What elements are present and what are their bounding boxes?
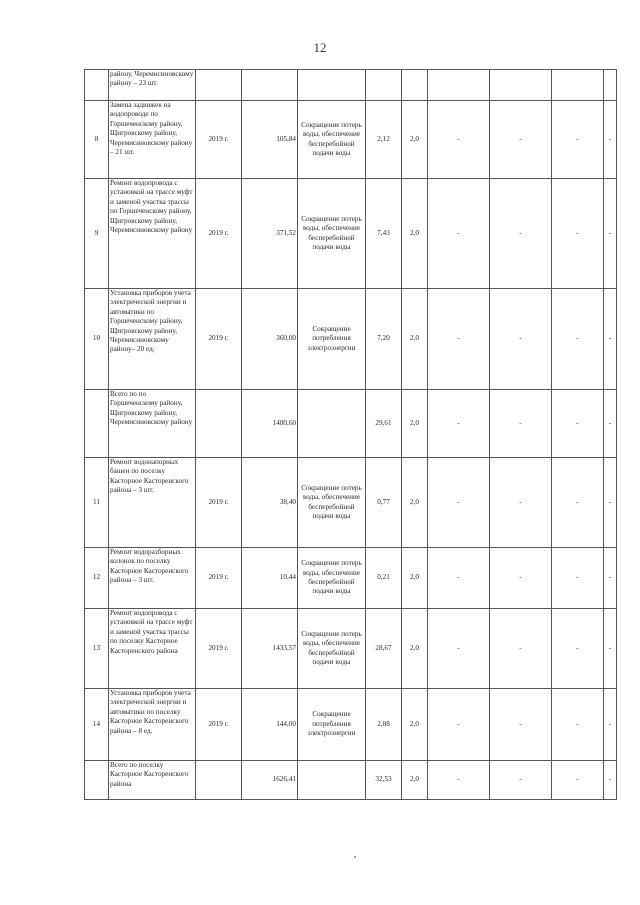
dash-cell <box>490 70 552 101</box>
share-value: 29,61 <box>366 390 402 458</box>
cost-value: 371,52 <box>242 179 298 289</box>
cost-value <box>242 70 298 101</box>
share-value: 7,20 <box>366 289 402 390</box>
measure-description: Всего по поселку Касторное Касторенского района <box>109 761 196 800</box>
dash-cell: - <box>428 101 490 179</box>
implementation-year: 2019 г. <box>196 179 242 289</box>
cost-value: 38,40 <box>242 458 298 548</box>
implementation-year: 2019 г. <box>196 289 242 390</box>
dash-cell: - <box>490 390 552 458</box>
dash-cell: - <box>604 609 617 689</box>
implementation-year: 2019 г. <box>196 609 242 689</box>
share-value: 2,88 <box>366 689 402 761</box>
share-value: 0,21 <box>366 548 402 609</box>
expected-effect <box>298 390 366 458</box>
row-number: 9 <box>85 179 109 289</box>
measure-description: Ремонт водопровода с установкой на трассе муфт и заменой участка трассы по Горшеченскому району, Щигровскому району, Черемисиновскому району <box>109 179 196 289</box>
expected-effect: Сокращение потерь воды, обеспечение бесперебойной подачи воды <box>298 179 366 289</box>
measure-description: Установка приборов учета электрической энергии и автоматики по Горшеченскому району, Щигровскому району, Черемисиновскому району– 20 ед. <box>109 289 196 390</box>
dash-cell <box>428 70 490 101</box>
row-number: 10 <box>85 289 109 390</box>
dash-cell: - <box>428 179 490 289</box>
dash-cell: - <box>604 179 617 289</box>
share-value: 2,12 <box>366 101 402 179</box>
expected-effect <box>298 761 366 800</box>
row-number: 8 <box>85 101 109 179</box>
cost-value: 105,84 <box>242 101 298 179</box>
rate-value: 2,0 <box>402 548 428 609</box>
dash-cell: - <box>490 761 552 800</box>
measure-description: Всего по по Горшеченскому району, Щигровскому району, Черемисиновскому району <box>109 390 196 458</box>
expected-effect: Сокращение потребления электроэнергии <box>298 689 366 761</box>
dash-cell: - <box>428 289 490 390</box>
rate-value: 2,0 <box>402 458 428 548</box>
dash-cell: - <box>428 609 490 689</box>
dash-cell: - <box>604 761 617 800</box>
dash-cell: - <box>552 548 604 609</box>
table-row <box>85 548 617 609</box>
expected-effect: Сокращение потерь воды, обеспечение бесперебойной подачи воды <box>298 458 366 548</box>
implementation-year <box>196 761 242 800</box>
dash-cell: - <box>552 458 604 548</box>
implementation-year <box>196 70 242 101</box>
dash-cell: - <box>604 458 617 548</box>
dash-cell: - <box>490 689 552 761</box>
cost-value: 360,00 <box>242 289 298 390</box>
table-row <box>85 689 617 761</box>
implementation-year <box>196 390 242 458</box>
dash-cell: - <box>604 101 617 179</box>
rate-value: 2,0 <box>402 101 428 179</box>
dash-cell: - <box>552 390 604 458</box>
measure-description: Ремонт водонапорных башен по поселку Касторное Касторенского района – 3 шт. <box>109 458 196 548</box>
rate-value <box>402 70 428 101</box>
implementation-year: 2019 г. <box>196 458 242 548</box>
cost-value: 1626,41 <box>242 761 298 800</box>
page-speck <box>354 856 356 858</box>
dash-cell: - <box>604 390 617 458</box>
table-row <box>85 458 617 548</box>
cost-value: 1480,60 <box>242 390 298 458</box>
row-number: 14 <box>85 689 109 761</box>
dash-cell: - <box>552 289 604 390</box>
dash-cell: - <box>428 458 490 548</box>
expected-effect <box>298 70 366 101</box>
cost-value: 144,00 <box>242 689 298 761</box>
dash-cell: - <box>552 689 604 761</box>
dash-cell <box>604 70 617 101</box>
dash-cell: - <box>490 179 552 289</box>
share-value: 32,53 <box>366 761 402 800</box>
measure-description: Ремонт водопровода с установкой на трассе муфт и заменой участка трассы по поселку Касторное Касторенского района <box>109 609 196 689</box>
dash-cell: - <box>428 548 490 609</box>
table-row <box>85 390 617 458</box>
table-row <box>85 761 617 800</box>
table-row <box>85 101 617 179</box>
dash-cell: - <box>604 689 617 761</box>
measure-description: Ремонт водоразборных колонок по поселку Касторное Касторенского района – 3 шт. <box>109 548 196 609</box>
implementation-year: 2019 г. <box>196 101 242 179</box>
row-number <box>85 761 109 800</box>
measure-description: Замена задвижек на водопроводе по Горшеченскому району, Щигровскому району, Черемисиновскому району – 21 шт. <box>109 101 196 179</box>
row-number <box>85 70 109 101</box>
expected-effect: Сокращение потребления электроэнергии <box>298 289 366 390</box>
page-number: 12 <box>313 40 327 55</box>
share-value: 7,43 <box>366 179 402 289</box>
share-value <box>366 70 402 101</box>
dash-cell: - <box>604 289 617 390</box>
rate-value: 2,0 <box>402 689 428 761</box>
share-value: 28,67 <box>366 609 402 689</box>
expected-effect: Сокращение потерь воды, обеспечение бесперебойной подачи воды <box>298 548 366 609</box>
measure-description: району, Черемисиновскому району – 23 шт. <box>109 70 196 101</box>
dash-cell: - <box>552 609 604 689</box>
dash-cell: - <box>490 289 552 390</box>
row-number: 13 <box>85 609 109 689</box>
dash-cell: - <box>552 101 604 179</box>
dash-cell: - <box>490 458 552 548</box>
cost-value: 1433,57 <box>242 609 298 689</box>
dash-cell: - <box>490 101 552 179</box>
dash-cell: - <box>428 689 490 761</box>
measure-description: Установка приборов учета электрической энергии и автоматики по поселку Касторное Касторенского района – 8 ед. <box>109 689 196 761</box>
dash-cell: - <box>604 548 617 609</box>
cost-value: 10,44 <box>242 548 298 609</box>
row-number <box>85 390 109 458</box>
dash-cell: - <box>552 761 604 800</box>
dash-cell: - <box>428 390 490 458</box>
rate-value: 2,0 <box>402 179 428 289</box>
dash-cell: - <box>490 548 552 609</box>
dash-cell: - <box>428 761 490 800</box>
rate-value: 2,0 <box>402 609 428 689</box>
investment-measures-table <box>84 69 617 800</box>
table-row <box>85 609 617 689</box>
share-value: 0,77 <box>366 458 402 548</box>
dash-cell: - <box>552 179 604 289</box>
row-number: 12 <box>85 548 109 609</box>
dash-cell <box>552 70 604 101</box>
expected-effect: Сокращение потерь воды, обеспечение бесперебойной подачи воды <box>298 101 366 179</box>
rate-value: 2,0 <box>402 289 428 390</box>
rate-value: 2,0 <box>402 761 428 800</box>
row-number: 11 <box>85 458 109 548</box>
implementation-year: 2019 г. <box>196 548 242 609</box>
table-row <box>85 289 617 390</box>
dash-cell: - <box>490 609 552 689</box>
expected-effect: Сокращение потерь воды, обеспечение бесперебойной подачи воды <box>298 609 366 689</box>
table-row <box>85 70 617 101</box>
implementation-year: 2019 г. <box>196 689 242 761</box>
rate-value: 2,0 <box>402 390 428 458</box>
table-row <box>85 179 617 289</box>
